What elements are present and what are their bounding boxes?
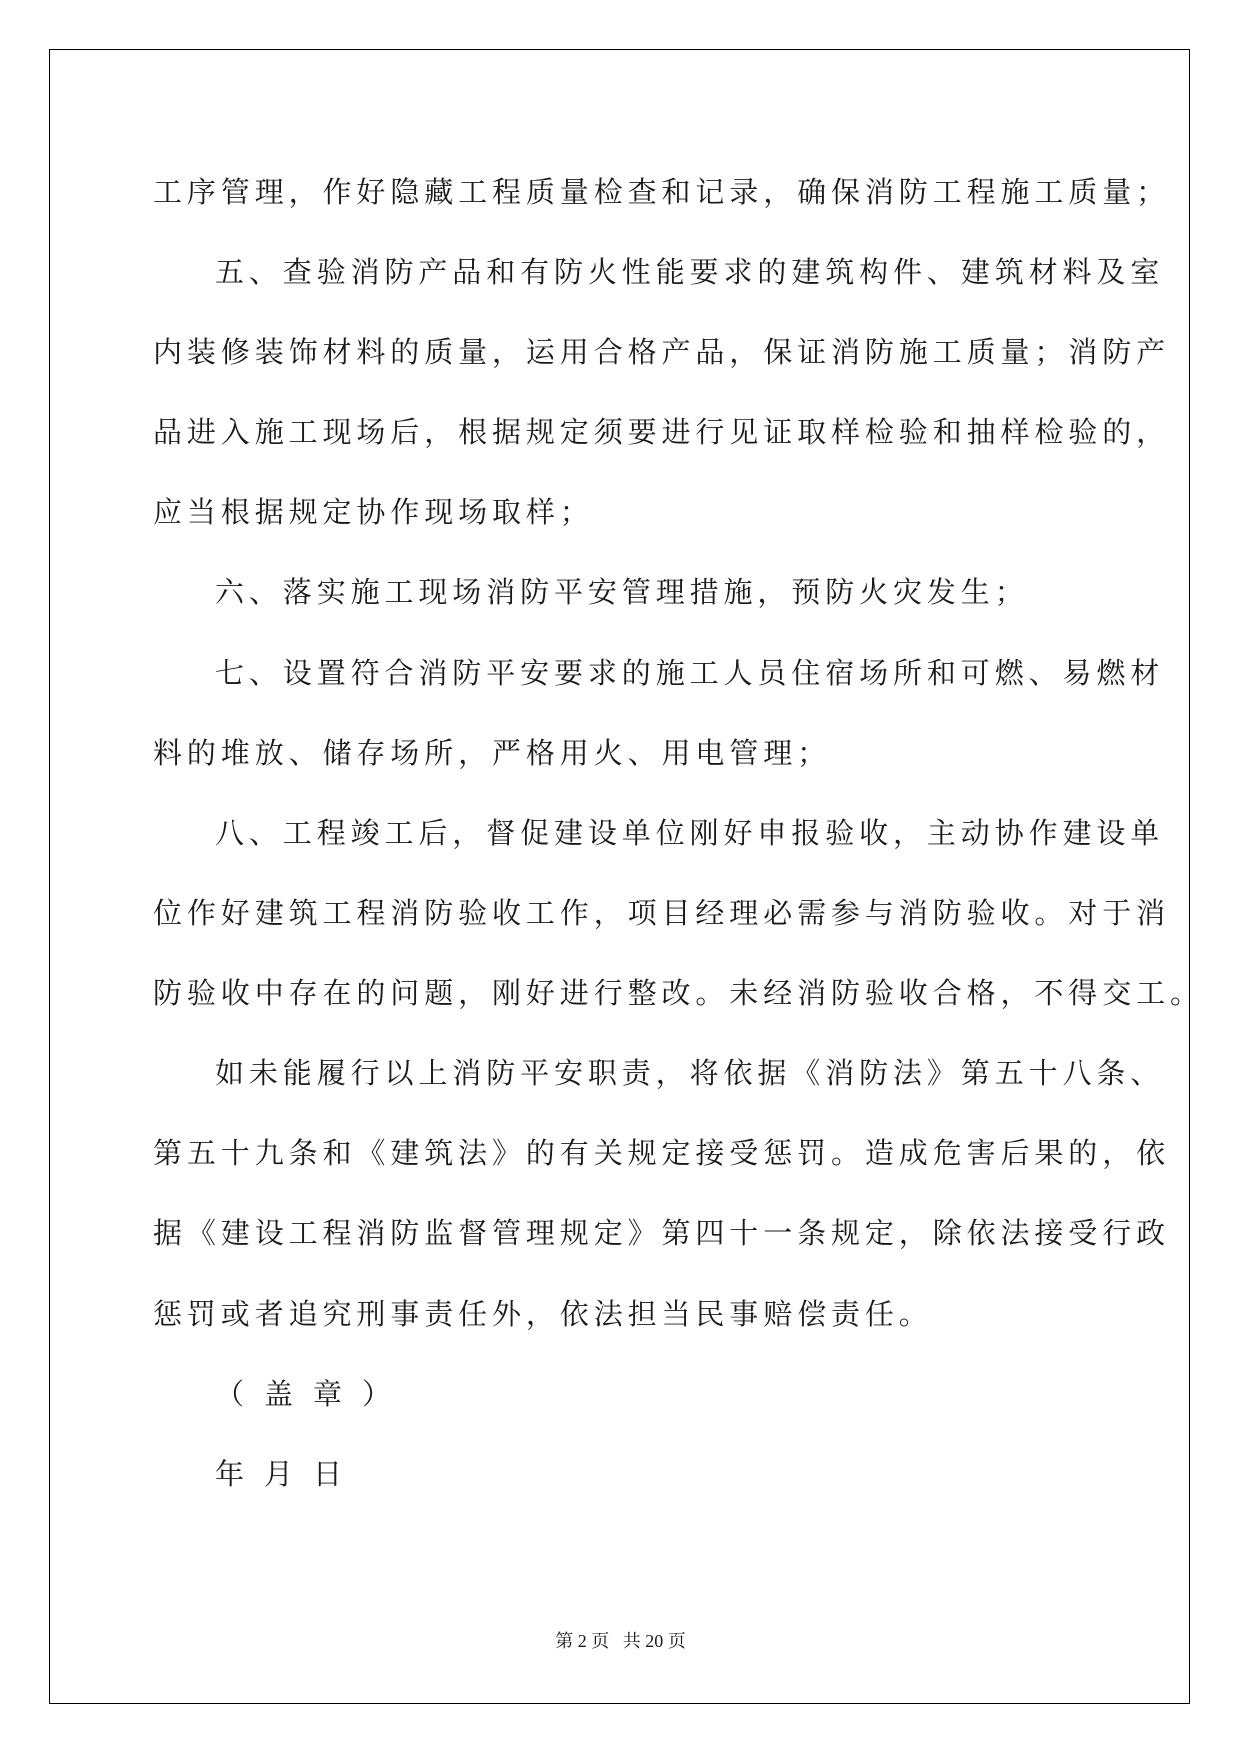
page-number: 第 2 页 共 20 页 [555, 1631, 686, 1651]
paragraph-line: 工序管理，作好隐藏工程质量检查和记录，确保消防工程施工质量； [153, 175, 1171, 209]
paragraph-line: 六、落实施工现场消防平安管理措施，预防火灾发生； [215, 575, 1029, 609]
paragraph-line: 八、工程竣工后，督促建设单位刚好申报验收，主动协作建设单 [215, 816, 1165, 850]
paragraph-line: 第五十九条和《建筑法》的有关规定接受惩罚。造成危害后果的，依 [153, 1136, 1171, 1170]
paragraph-line: 据《建设工程消防监督管理规定》第四十一条规定，除依法接受行政 [153, 1216, 1171, 1250]
paragraph-line: 料的堆放、储存场所，严格用火、用电管理； [153, 736, 832, 770]
paragraph-line: 位作好建筑工程消防验收工作，项目经理必需参与消防验收。对于消 [153, 896, 1171, 930]
paragraph-line: 内装修装饰材料的质量，运用合格产品，保证消防施工质量；消防产 [153, 335, 1171, 369]
paragraph-line: 防验收中存在的问题，刚好进行整改。未经消防验收合格，不得交工。 [153, 976, 1204, 1010]
paragraph-line: 七、设置符合消防平安要求的施工人员住宿场所和可燃、易燃材 [215, 656, 1165, 690]
paragraph-line: 如未能履行以上消防平安职责，将依据《消防法》第五十八条、 [215, 1056, 1165, 1090]
date-placeholder: 年月日 [215, 1457, 363, 1491]
paragraph-line: 应当根据规定协作现场取样； [153, 495, 594, 529]
paragraph-line: 惩罚或者追究刑事责任外，依法担当民事赔偿责任。 [153, 1297, 933, 1331]
seal-placeholder: （盖章） [215, 1377, 412, 1411]
paragraph-line: 品进入施工现场后，根据规定须要进行见证取样检验和抽样检验的， [153, 415, 1171, 449]
paragraph-line: 五、查验消防产品和有防火性能要求的建筑构件、建筑材料及室 [215, 255, 1165, 289]
